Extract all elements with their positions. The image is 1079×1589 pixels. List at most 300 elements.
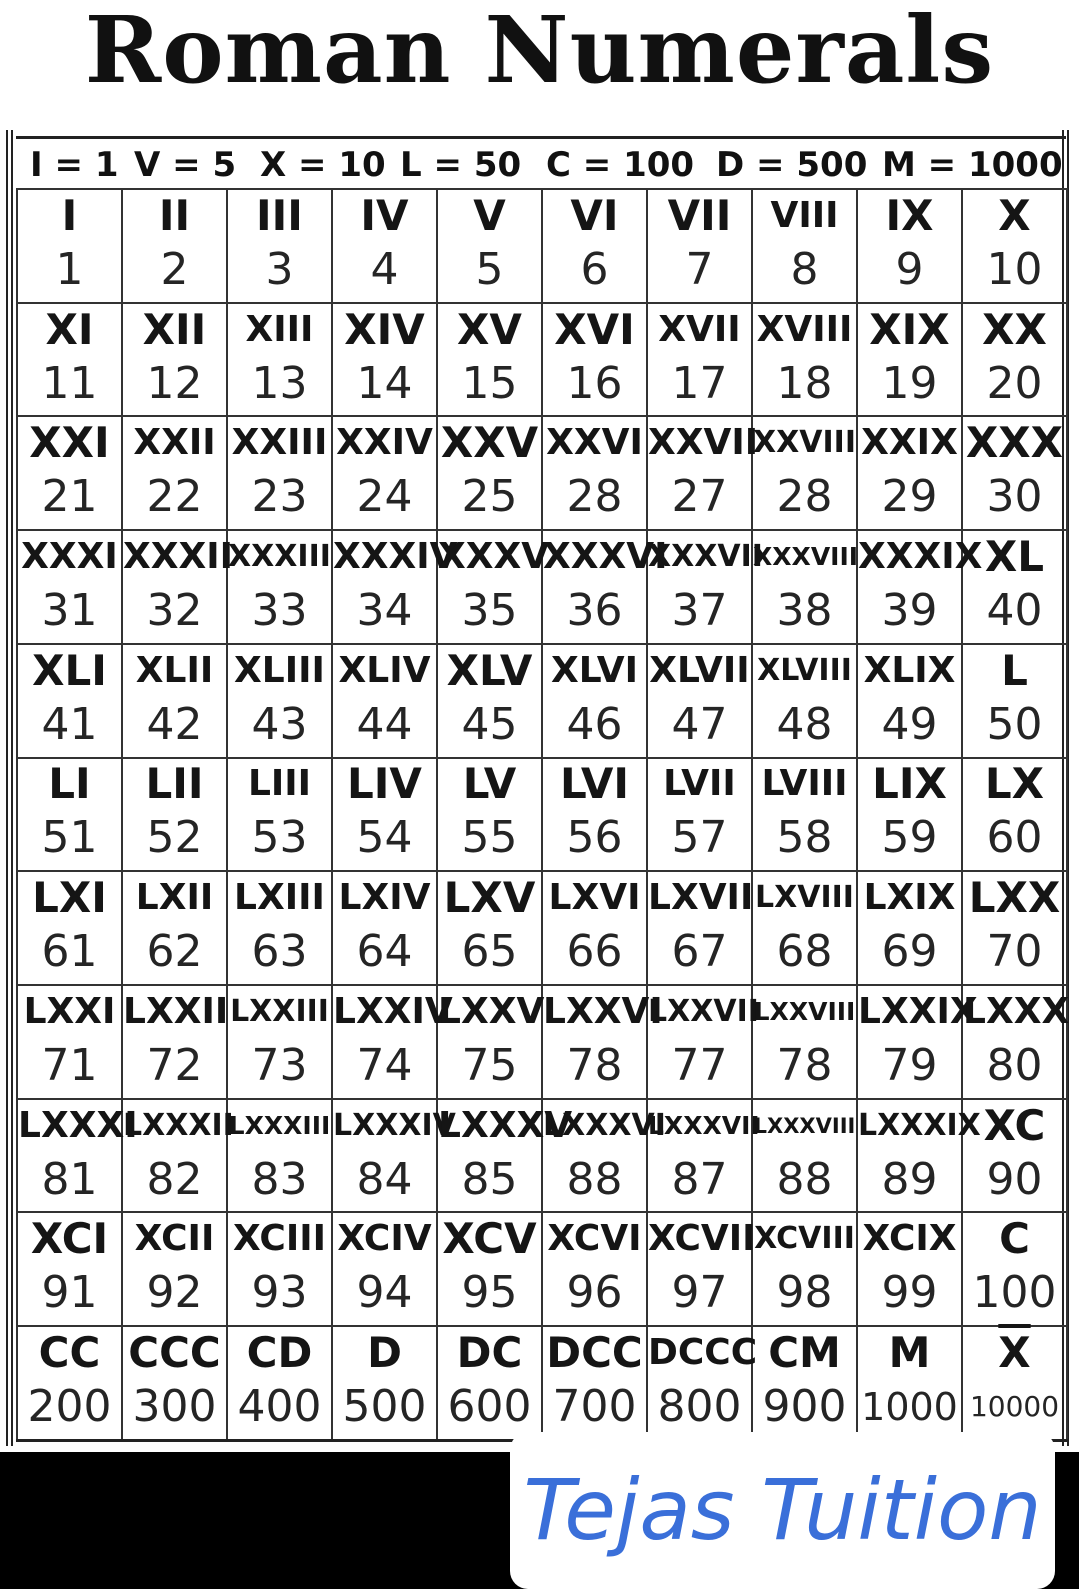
numeral-cell xyxy=(17,1326,122,1440)
roman-numeral: LXV xyxy=(443,873,536,923)
arabic-number: 99 xyxy=(881,1267,938,1319)
roman-numeral: XLVIII xyxy=(757,652,852,688)
roman-numeral: XCIV xyxy=(337,1218,432,1260)
roman-numeral: XCII xyxy=(134,1218,215,1260)
roman-numeral: C xyxy=(999,1214,1030,1264)
legend-item: D = 500 xyxy=(716,145,868,185)
numeral-cell xyxy=(227,303,332,417)
numeral-cell xyxy=(227,985,332,1099)
roman-numeral: LXXXVIII xyxy=(753,1113,856,1138)
roman-numeral: XIII xyxy=(245,308,314,350)
arabic-number: 25 xyxy=(461,471,518,523)
numeral-cell xyxy=(122,1212,227,1326)
numeral-cell xyxy=(332,189,437,303)
arabic-number: 800 xyxy=(657,1381,742,1433)
arabic-number: 18 xyxy=(776,357,833,409)
numeral-cell xyxy=(17,758,122,872)
numeral-cell xyxy=(962,644,1067,758)
roman-numeral: XXI xyxy=(29,418,110,468)
numeral-cell xyxy=(542,871,647,985)
arabic-number: 41 xyxy=(41,698,98,750)
roman-numeral: XXIII xyxy=(231,422,328,464)
arabic-number: 100 xyxy=(972,1267,1057,1319)
arabic-number: 69 xyxy=(881,926,938,978)
table-row xyxy=(17,985,1067,1099)
numeral-cell xyxy=(437,1326,542,1440)
numeral-cell xyxy=(17,1212,122,1326)
arabic-number: 67 xyxy=(671,926,728,978)
numeral-cell xyxy=(437,416,542,530)
numeral-cell xyxy=(332,530,458,644)
roman-numeral: LXIV xyxy=(338,877,431,919)
arabic-number: 900 xyxy=(762,1381,847,1433)
roman-numeral: L xyxy=(1001,645,1028,695)
roman-numeral: XCV xyxy=(442,1214,537,1264)
roman-numeral: DC xyxy=(456,1328,523,1378)
roman-numeral: XXIV xyxy=(336,422,433,464)
roman-numeral: XII xyxy=(142,304,207,354)
arabic-number: 43 xyxy=(251,698,308,750)
roman-numeral: CM xyxy=(768,1328,841,1378)
roman-numeral: XLIV xyxy=(338,649,431,691)
arabic-number: 91 xyxy=(41,1267,98,1319)
roman-numeral: LIV xyxy=(347,759,422,809)
arabic-number: 44 xyxy=(356,698,413,750)
roman-numeral: LXXXVI xyxy=(543,1107,666,1143)
roman-numeral: IX xyxy=(885,190,934,240)
numeral-cell xyxy=(647,189,752,303)
numeral-cell xyxy=(962,303,1067,417)
numeral-cell xyxy=(122,644,227,758)
arabic-number: 64 xyxy=(356,926,413,978)
roman-numeral: XXXIX xyxy=(858,536,983,578)
roman-numeral: XXVII xyxy=(648,422,759,464)
numeral-cell xyxy=(332,871,437,985)
roman-numeral: III xyxy=(256,190,303,240)
arabic-number: 12 xyxy=(146,357,203,409)
arabic-number: 17 xyxy=(671,357,728,409)
numeral-cell xyxy=(647,1099,760,1213)
arabic-number: 28 xyxy=(776,471,833,523)
numeral-cell xyxy=(542,644,647,758)
numeral-cell xyxy=(227,416,332,530)
roman-numeral: XLV xyxy=(446,645,533,695)
arabic-number: 400 xyxy=(237,1381,322,1433)
roman-numeral: XV xyxy=(457,304,522,354)
numeral-cell xyxy=(647,871,752,985)
numeral-cell xyxy=(437,644,542,758)
arabic-number: 1 xyxy=(55,243,84,295)
roman-numeral: LI xyxy=(48,759,91,809)
arabic-number: 61 xyxy=(41,926,98,978)
roman-numeral: XXVI xyxy=(546,422,643,464)
numeral-cell xyxy=(332,758,437,872)
arabic-number: 36 xyxy=(566,585,623,637)
roman-numeral: XL xyxy=(984,532,1045,582)
roman-numeral: XXII xyxy=(133,422,216,464)
arabic-number: 15 xyxy=(461,357,518,409)
numeral-cell xyxy=(122,1326,227,1440)
roman-numeral: DCCC xyxy=(648,1332,758,1374)
numeral-cell xyxy=(542,1099,666,1213)
numeral-cell xyxy=(752,985,857,1099)
numeral-cell xyxy=(332,644,437,758)
roman-numeral: LXVII xyxy=(648,877,754,919)
numeral-cell xyxy=(647,758,752,872)
roman-numeral: LX xyxy=(984,759,1045,809)
table-row xyxy=(17,1326,1067,1440)
arabic-number: 35 xyxy=(461,585,518,637)
arabic-number: 10000 xyxy=(969,1390,1060,1424)
arabic-number: 46 xyxy=(566,698,623,750)
arabic-number: 71 xyxy=(41,1039,98,1091)
roman-numeral: CCC xyxy=(128,1328,221,1378)
arabic-number: 54 xyxy=(356,812,413,864)
arabic-number: 55 xyxy=(461,812,518,864)
numeral-cell xyxy=(542,985,663,1099)
arabic-number: 40 xyxy=(986,585,1043,637)
arabic-number: 34 xyxy=(356,585,413,637)
arabic-number: 24 xyxy=(356,471,413,523)
numeral-cell xyxy=(437,303,542,417)
roman-numeral: CD xyxy=(246,1328,313,1378)
arabic-number: 63 xyxy=(251,926,308,978)
numeral-cell xyxy=(857,985,978,1099)
arabic-number: 200 xyxy=(27,1381,112,1433)
arabic-number: 2 xyxy=(160,243,189,295)
roman-numeral: LIX xyxy=(872,759,947,809)
roman-numeral: LXXVIII xyxy=(753,996,856,1026)
roman-numeral: XC xyxy=(983,1100,1046,1150)
arabic-number: 10 xyxy=(986,243,1043,295)
table-row xyxy=(17,758,1067,872)
numeral-cell xyxy=(122,416,227,530)
arabic-number: 78 xyxy=(566,1039,623,1091)
numeral-cell xyxy=(857,871,962,985)
arabic-number: 13 xyxy=(251,357,308,409)
numeral-cell xyxy=(542,1326,647,1440)
roman-numeral: XVI xyxy=(554,304,635,354)
roman-numeral: XLI xyxy=(32,645,107,695)
numeral-cell xyxy=(962,758,1067,872)
roman-numeral: XXXVII xyxy=(648,539,763,575)
page-title: Roman Numerals xyxy=(84,0,995,104)
roman-numeral: I xyxy=(61,190,78,240)
roman-numeral: LXI xyxy=(32,873,107,923)
arabic-number: 62 xyxy=(146,926,203,978)
arabic-number: 38 xyxy=(776,585,833,637)
numeral-cell xyxy=(122,985,227,1099)
arabic-number: 65 xyxy=(461,926,518,978)
arabic-number: 56 xyxy=(566,812,623,864)
numeral-cell xyxy=(962,871,1067,985)
roman-numeral: LXXII xyxy=(123,990,229,1032)
numeral-cell xyxy=(17,189,122,303)
arabic-number: 20 xyxy=(986,357,1043,409)
arabic-number: 19 xyxy=(881,357,938,409)
roman-numeral: LXXIV xyxy=(333,990,453,1032)
numeral-cell xyxy=(647,530,763,644)
arabic-number: 83 xyxy=(251,1153,308,1205)
arabic-number: 85 xyxy=(461,1153,518,1205)
arabic-number: 29 xyxy=(881,471,938,523)
numeral-cell xyxy=(857,416,962,530)
numeral-cell xyxy=(752,189,857,303)
numeral-cell xyxy=(542,1212,647,1326)
numeral-cell xyxy=(752,530,857,644)
numeral-cell xyxy=(122,303,227,417)
numeral-cell xyxy=(962,189,1067,303)
arabic-number: 89 xyxy=(881,1153,938,1205)
arabic-number: 16 xyxy=(566,357,623,409)
roman-numeral: $\overline{X}$ xyxy=(998,1328,1031,1378)
roman-numeral: LXXIX xyxy=(858,990,978,1032)
numeral-cell xyxy=(752,416,857,530)
roman-numeral: LXXVII xyxy=(648,993,759,1029)
arabic-number: 74 xyxy=(356,1039,413,1091)
arabic-number: 39 xyxy=(881,585,938,637)
arabic-number: 57 xyxy=(671,812,728,864)
roman-numeral: XIX xyxy=(869,304,950,354)
roman-numeral: XCVI xyxy=(547,1218,642,1260)
arabic-number: 73 xyxy=(251,1039,308,1091)
arabic-number: 81 xyxy=(41,1153,98,1205)
arabic-number: 31 xyxy=(41,585,98,637)
roman-numeral: D xyxy=(367,1328,402,1378)
numeral-cell xyxy=(542,303,647,417)
table-row xyxy=(17,416,1067,530)
brand-name: Tejas Tuition xyxy=(523,1461,1042,1559)
arabic-number: 78 xyxy=(776,1039,833,1091)
numeral-cell xyxy=(17,985,122,1099)
arabic-number: 97 xyxy=(671,1267,728,1319)
arabic-number: 14 xyxy=(356,357,413,409)
numeral-cell xyxy=(227,871,332,985)
arabic-number: 5 xyxy=(475,243,504,295)
numeral-cell xyxy=(122,871,227,985)
arabic-number: 27 xyxy=(671,471,728,523)
arabic-number: 72 xyxy=(146,1039,203,1091)
roman-numeral: LII xyxy=(145,759,204,809)
arabic-number: 90 xyxy=(986,1153,1043,1205)
roman-numeral: II xyxy=(158,190,191,240)
arabic-number: 1000 xyxy=(861,1385,958,1430)
arabic-number: 49 xyxy=(881,698,938,750)
numeral-cell xyxy=(122,530,234,644)
arabic-number: 88 xyxy=(566,1153,623,1205)
roman-numeral: LXXXIII xyxy=(228,1110,331,1140)
numeral-cell xyxy=(542,530,668,644)
numeral-cell xyxy=(437,985,545,1099)
legend-item: X = 10 xyxy=(260,145,386,185)
roman-numeral: LXIII xyxy=(234,877,325,919)
arabic-number: 50 xyxy=(986,698,1043,750)
arabic-number: 500 xyxy=(342,1381,427,1433)
arabic-number: 600 xyxy=(447,1381,532,1433)
numeral-cell xyxy=(332,416,437,530)
roman-numeral: LVI xyxy=(559,759,630,809)
arabic-number: 84 xyxy=(356,1153,413,1205)
arabic-number: 82 xyxy=(146,1153,203,1205)
arabic-number: 92 xyxy=(146,1267,203,1319)
roman-numeral: LV xyxy=(462,759,517,809)
table-row xyxy=(17,871,1067,985)
roman-numeral: LXXI xyxy=(23,990,116,1032)
roman-numeral: XIV xyxy=(344,304,425,354)
roman-numeral: X xyxy=(998,190,1031,240)
numeral-cell xyxy=(752,758,857,872)
arabic-number: 700 xyxy=(552,1381,637,1433)
roman-numeral: LXXXIX xyxy=(858,1107,981,1143)
roman-numeral: XI xyxy=(45,304,94,354)
numeral-cell xyxy=(752,871,857,985)
numeral-cell xyxy=(647,416,759,530)
roman-numeral: XLIX xyxy=(863,649,956,691)
roman-numeral: XXVIII xyxy=(753,425,856,461)
roman-numeral: LXXXI xyxy=(18,1104,138,1146)
arabic-number: 47 xyxy=(671,698,728,750)
numeral-cell xyxy=(857,758,962,872)
roman-numeral: LVIII xyxy=(761,763,848,805)
numeral-cell xyxy=(332,303,437,417)
numeral-cell xyxy=(332,1099,456,1213)
arabic-number: 11 xyxy=(41,357,98,409)
numeral-cell xyxy=(647,303,752,417)
numeral-cell xyxy=(752,1099,857,1213)
numeral-cell xyxy=(857,1326,962,1440)
roman-numeral: XXXV xyxy=(438,536,550,578)
numeral-cell xyxy=(332,1212,437,1326)
numeral-cell xyxy=(752,1212,857,1326)
arabic-number: 95 xyxy=(461,1267,518,1319)
roman-numeral: XXV xyxy=(440,418,539,468)
roman-numeral: XLII xyxy=(135,649,214,691)
table-row xyxy=(17,1212,1067,1326)
numeral-cell xyxy=(437,530,550,644)
arabic-number: 58 xyxy=(776,812,833,864)
roman-numeral: LXXXV xyxy=(438,1104,573,1146)
arabic-number: 53 xyxy=(251,812,308,864)
roman-numeral: XXXIV xyxy=(333,536,458,578)
roman-numeral: VII xyxy=(667,190,732,240)
numeral-cell xyxy=(752,644,857,758)
arabic-number: 68 xyxy=(776,926,833,978)
roman-numeral: LXXXII xyxy=(123,1107,234,1143)
roman-numeral: XXXVI xyxy=(543,536,668,578)
arabic-number: 28 xyxy=(566,471,623,523)
roman-numeral: LIII xyxy=(247,763,312,805)
table-row xyxy=(17,1099,1067,1213)
arabic-number: 93 xyxy=(251,1267,308,1319)
legend-row xyxy=(16,136,1066,188)
arabic-number: 52 xyxy=(146,812,203,864)
numeral-cell xyxy=(962,1326,1067,1440)
roman-numeral: LXVIII xyxy=(755,880,854,916)
arabic-number: 45 xyxy=(461,698,518,750)
numeral-cell xyxy=(752,303,857,417)
roman-numeral: XCI xyxy=(30,1214,109,1264)
arabic-number: 98 xyxy=(776,1267,833,1319)
numeral-cell xyxy=(437,189,542,303)
numeral-cell xyxy=(857,1099,981,1213)
roman-numeral: XXXVIII xyxy=(753,542,859,572)
roman-numeral: XVIII xyxy=(756,308,853,350)
numeral-cell xyxy=(437,1099,573,1213)
numeral-cell xyxy=(227,644,332,758)
roman-numeral: XXXII xyxy=(123,536,234,578)
arabic-number: 94 xyxy=(356,1267,413,1319)
roman-numeral: VI xyxy=(570,190,619,240)
roman-numeral: XCIX xyxy=(862,1218,957,1260)
arabic-number: 42 xyxy=(146,698,203,750)
numeral-cell xyxy=(122,189,227,303)
arabic-number: 8 xyxy=(790,243,819,295)
legend-item: V = 5 xyxy=(134,145,237,185)
roman-numeral: VIII xyxy=(770,194,839,236)
roman-numeral: XLIII xyxy=(234,649,325,691)
arabic-number: 79 xyxy=(881,1039,938,1091)
numeral-cell xyxy=(857,1212,962,1326)
roman-numeral: XXIX xyxy=(861,422,958,464)
numeral-cell xyxy=(542,416,647,530)
legend-item: I = 1 xyxy=(30,145,119,185)
roman-numeral: LXIX xyxy=(863,877,956,919)
numeral-cell xyxy=(962,1212,1067,1326)
numeral-cell xyxy=(437,871,542,985)
numeral-cell xyxy=(857,189,962,303)
numeral-cell xyxy=(227,1212,332,1326)
arabic-number: 300 xyxy=(132,1381,217,1433)
numeral-cell xyxy=(17,530,122,644)
numeral-cell xyxy=(647,644,752,758)
numeral-cell xyxy=(962,985,1070,1099)
table-row xyxy=(17,644,1067,758)
roman-numeral: LXXX xyxy=(963,990,1070,1032)
roman-numeral: XCVIII xyxy=(754,1221,855,1257)
roman-numeral: LXX xyxy=(968,873,1061,923)
roman-numeral: LXXVI xyxy=(543,990,663,1032)
roman-numeral: LXVI xyxy=(548,877,641,919)
table-row xyxy=(17,303,1067,417)
roman-numeral: XLVI xyxy=(551,649,638,691)
numeral-cell xyxy=(647,985,759,1099)
numeral-cell xyxy=(227,189,332,303)
numeral-cell xyxy=(17,416,122,530)
arabic-number: 22 xyxy=(146,471,203,523)
numeral-cell xyxy=(857,303,962,417)
numeral-cell xyxy=(647,1212,756,1326)
arabic-number: 30 xyxy=(986,471,1043,523)
roman-numeral: XXX xyxy=(965,418,1064,468)
roman-numeral: XCVII xyxy=(648,1218,756,1260)
roman-numeral: CC xyxy=(38,1328,101,1378)
numeral-cell xyxy=(122,758,227,872)
numeral-cell xyxy=(857,644,962,758)
arabic-number: 32 xyxy=(146,585,203,637)
numeral-cell xyxy=(752,1326,857,1440)
roman-numeral: XXXIII xyxy=(228,539,331,575)
arabic-number: 80 xyxy=(986,1039,1043,1091)
roman-numeral: LVII xyxy=(663,763,736,805)
legend-item: M = 1000 xyxy=(882,145,1063,185)
roman-numeral: LXXXIV xyxy=(333,1107,456,1143)
roman-numeral: LXXV xyxy=(438,990,545,1032)
roman-numeral: XX xyxy=(982,304,1047,354)
numeral-cell xyxy=(962,416,1067,530)
roman-numeral: V xyxy=(473,190,506,240)
arabic-number: 21 xyxy=(41,471,98,523)
roman-numeral: XCIII xyxy=(232,1218,327,1260)
